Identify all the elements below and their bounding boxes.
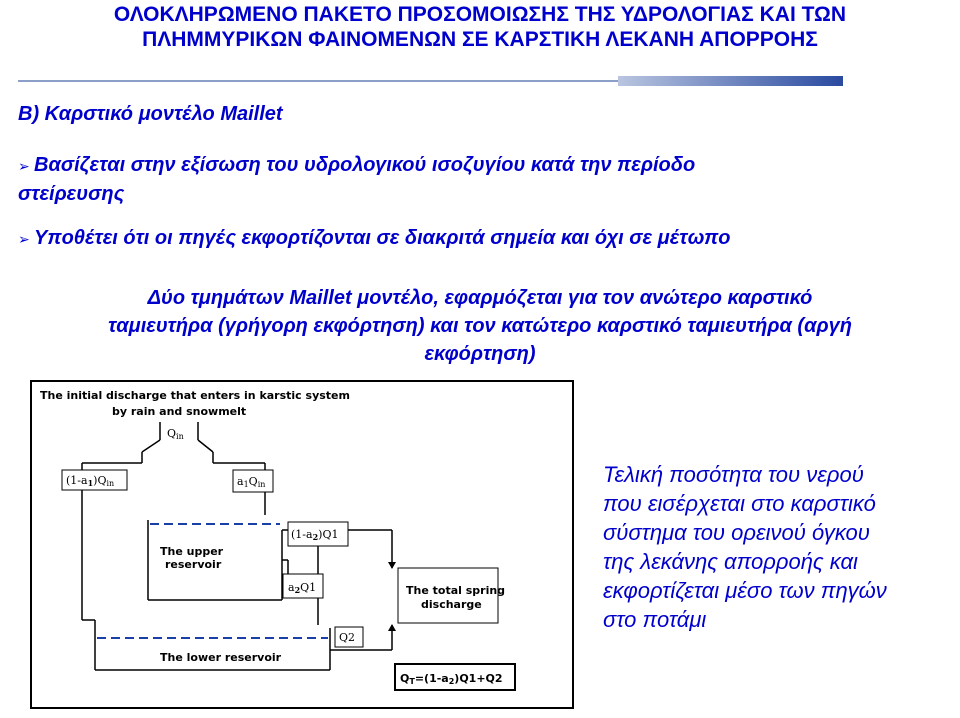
model-description [0,284,960,368]
bullet-text: στείρευσης [18,183,125,205]
bullet-item [18,151,918,208]
maillet-diagram [30,380,575,710]
lower-reservoir-label: The lower reservoir [160,651,282,664]
page-title [0,2,960,52]
spring-discharge-label: discharge [421,598,482,611]
bullet-text: Υποθέτει ότι οι πηγές εκφορτίζονται σε διακριτά σημεία και όχι σε μέτωπο [34,227,731,249]
description-line: εκφόρτηση) [424,343,536,365]
right-flow-label: a1Qin [237,475,266,489]
side-text-line: στο ποτάμι [603,607,707,632]
left-flow-label: (1-a1)Qin [66,474,115,488]
section-heading: Β) Καρστικό μοντέλο Maillet [18,103,283,125]
upper-reservoir-label: reservoir [165,558,222,571]
upper-outflow-label: (1-a2)Q1 [291,528,339,542]
title-line: ΟΛΟΚΛΗΡΩΜΕΝΟ ΠΑΚΕΤΟ ΠΡΟΣΟΜΟΙΩΣΗΣ ΤΗΣ ΥΔΡΟΛΟΓΙΑΣ ΚΑΙ ΤΩΝ [113,3,847,26]
separator-bar [618,76,843,86]
description-line: Δύο τμημάτων Maillet μοντέλο, εφαρμόζεται για τον ανώτερο καρστικό [147,287,813,309]
side-text-line: που εισέρχεται στο καρστικό [603,491,876,516]
q-in-label: Qin [167,427,184,441]
separator-line [18,80,628,82]
side-text-line: εκφορτίζεται μέσο των πηγών [603,578,887,603]
side-text-line: της λεκάνης απορροής και [603,549,858,574]
side-text-line: σύστημα του ορεινού όγκου [603,520,870,545]
spring-discharge-label: The total spring [406,584,506,597]
upper-down-label: a2Q1 [288,581,317,595]
diagram-header-line: by rain and snowmelt [112,405,247,418]
bullet-text: Βασίζεται στην εξίσωση του υδρολογικού ισοζυγίου κατά την περίοδο [34,154,696,176]
title-line: ΠΛΗΜΜΥΡΙΚΩΝ ΦΑΙΝΟΜΕΝΩΝ ΣΕ ΚΑΡΣΤΙΚΗ ΛΕΚΑΝΗ ΑΠΟΡΡΟΗΣ [142,28,818,51]
bullet-item [18,224,918,253]
upper-reservoir-label: The upper [160,545,224,558]
description-line: ταμιευτήρα (γρήγορη εκφόρτηση) και τον κατώτερο καρστικό ταμιευτήρα (αργή [108,315,852,337]
arrow-bullet-icon: ➢ [18,158,30,174]
q2-label: Q2 [339,631,356,644]
arrow-bullet-icon: ➢ [18,231,30,247]
diagram-header-line: The initial discharge that enters in karstic system [40,389,350,402]
side-text-line: Τελική ποσότητα του νερού [603,462,864,487]
total-formula: QT=(1-a2)Q1+Q2 [400,672,503,686]
side-description [603,460,953,634]
title-separator [18,76,843,86]
